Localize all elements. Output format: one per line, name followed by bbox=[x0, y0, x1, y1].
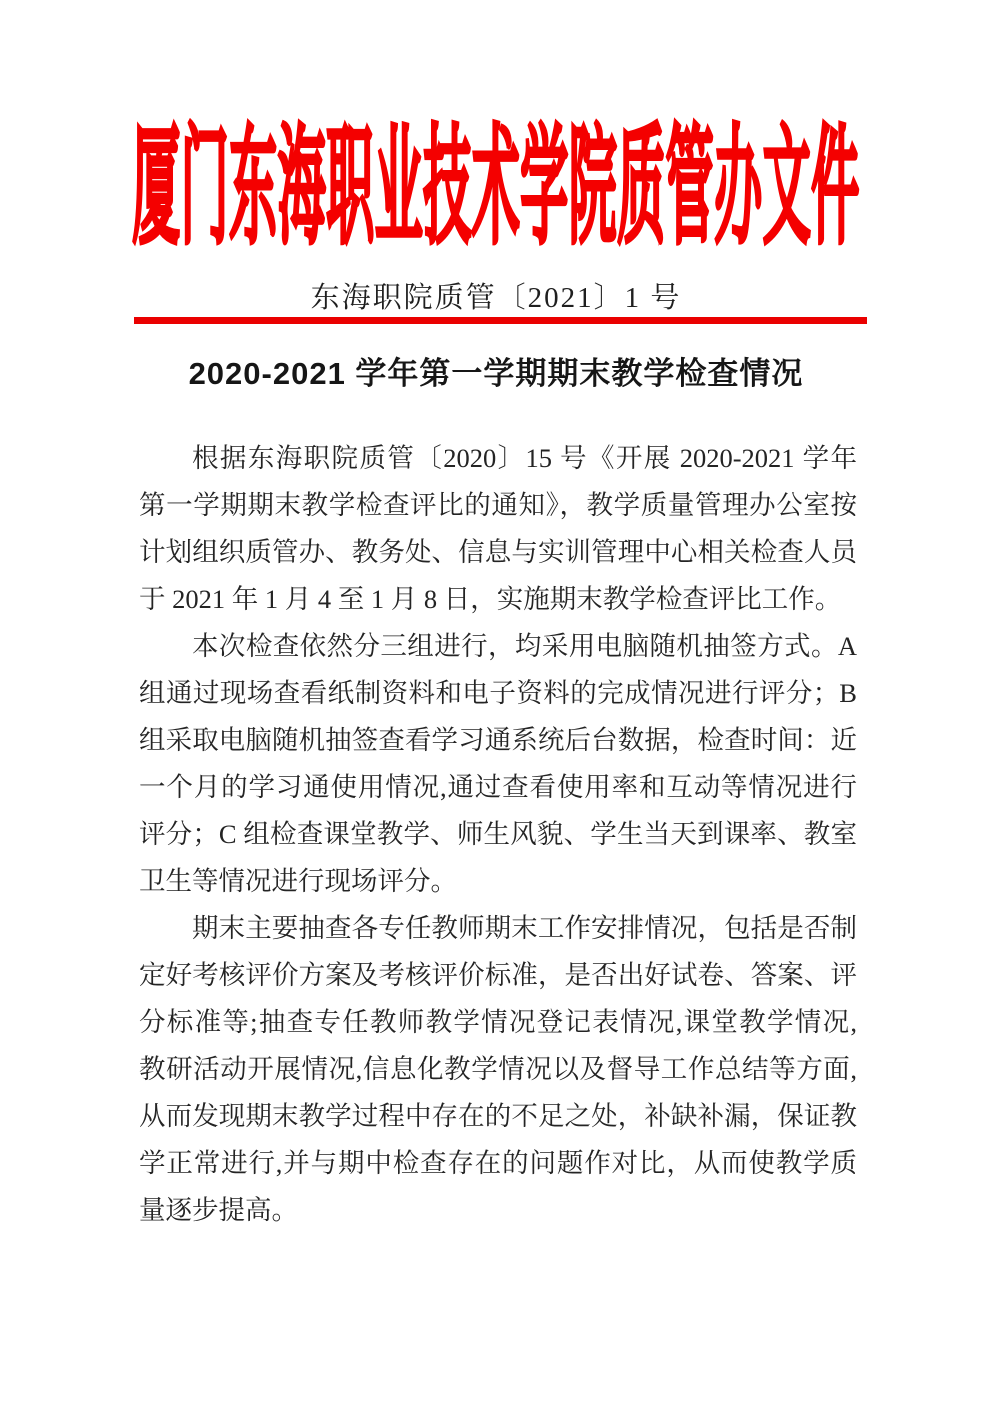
body-line: 根据东海职院质管〔2020〕15 号《开展 2020-2021 学年 bbox=[192, 443, 857, 473]
body-line: 卫生等情况进行现场评分。 bbox=[139, 866, 457, 896]
paragraph bbox=[139, 435, 857, 623]
paragraph bbox=[139, 905, 857, 1234]
body-line: 本次检查依然分三组进行，均采用电脑随机抽签方式。A bbox=[192, 631, 857, 661]
body-line: 计划组织质管办、教务处、信息与实训管理中心相关检查人员 bbox=[139, 537, 857, 567]
body-line: 一个月的学习通使用情况,通过查看使用率和互动等情况进行 bbox=[139, 772, 857, 802]
body-line: 分标准等;抽查专任教师教学情况登记表情况,课堂教学情况, bbox=[139, 1007, 857, 1037]
paragraph bbox=[139, 623, 857, 905]
body-line: 期末主要抽查各专任教师期末工作安排情况，包括是否制 bbox=[192, 913, 857, 943]
body-line: 学正常进行,并与期中检查存在的问题作对比，从而使教学质 bbox=[139, 1148, 857, 1178]
body-line: 组通过现场查看纸制资料和电子资料的完成情况进行评分；B bbox=[139, 678, 857, 708]
letterhead-title: 厦门东海职业技术学院质管办文件 bbox=[132, 118, 860, 262]
body-line: 组采取电脑随机抽签查看学习通系统后台数据，检查时间：近 bbox=[139, 725, 857, 755]
body-line: 评分；C 组检查课堂教学、师生风貌、学生当天到课率、教室 bbox=[139, 819, 857, 849]
doc-number: 东海职院质管〔2021〕1 号 bbox=[310, 282, 682, 314]
red-divider-line bbox=[134, 317, 867, 324]
letterhead bbox=[0, 118, 992, 262]
body-line: 于 2021 年 1 月 4 至 1 月 8 日，实施期末教学检查评比工作。 bbox=[139, 584, 842, 614]
body-line: 第一学期期末教学检查评比的通知》，教学质量管理办公室按 bbox=[139, 490, 857, 520]
body-line: 量逐步提高。 bbox=[139, 1195, 298, 1225]
body-line: 从而发现期末教学过程中存在的不足之处，补缺补漏，保证教 bbox=[139, 1101, 857, 1131]
document-title: 2020-2021 学年第一学期期末教学检查情况 bbox=[188, 356, 804, 391]
body-line: 定好考核评价方案及考核评价标准，是否出好试卷、答案、评 bbox=[139, 960, 857, 990]
document-body bbox=[139, 435, 857, 1234]
body-line: 教研活动开展情况,信息化教学情况以及督导工作总结等方面, bbox=[139, 1054, 857, 1084]
